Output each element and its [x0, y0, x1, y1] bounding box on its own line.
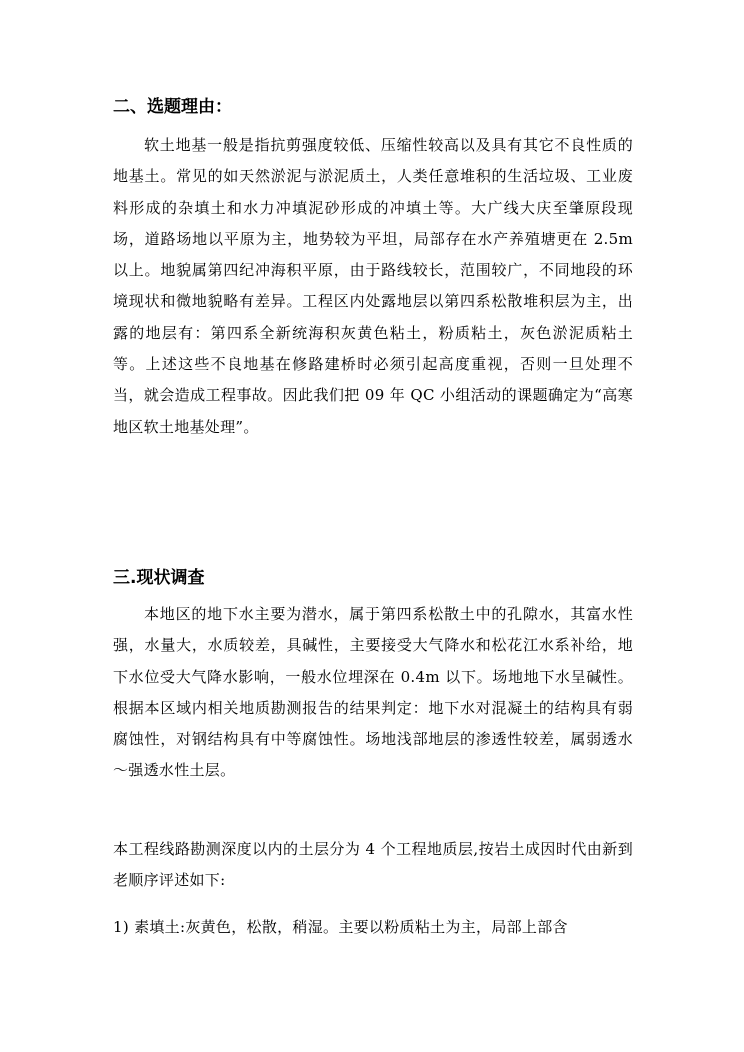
- paragraph-soil-layers-intro: 本工程线路勘测深度以内的土层分为 4 个工程地质层,按岩土成因时代由新到老顺序评述如下:: [113, 840, 633, 890]
- section-heading-topic-reason: 二、选题理由：: [113, 97, 232, 117]
- paragraph-fill-soil: 1) 素填土:灰黄色，松散，稍湿。主要以粉质粘土为主，局部上部含: [113, 918, 568, 936]
- section-heading-status-survey: 三.现状调查: [113, 568, 205, 588]
- paragraph-groundwater: 本地区的地下水主要为潜水，属于第四系松散土中的孔隙水，其富水性强，水量大，水质较差，具碱性，主要接受大气降水和松花江水系补给，地下水位受大气降水影响，一般水位埋深在 0.4m 以下。场地地下水呈碱性。根据本区域内相关地质勘测报告的结果判定：地下水对混凝土的结构具有弱腐蚀性，对钢结构具有中等腐蚀性。场地浅部地层的渗透性较差，属弱透水～强透水性土层。: [113, 605, 633, 780]
- paragraph-topic-reason: 软土地基一般是指抗剪强度较低、压缩性较高以及具有其它不良性质的地基土。常见的如天然淤泥与淤泥质土，人类任意堆积的生活垃圾、工业废料形成的杂填土和水力冲填泥砂形成的冲填土等。大广线大庆至肇原段现场，道路场地以平原为主，地势较为平坦，局部存在水产养殖塘更在 2.5m 以上。地貌属第四纪冲海积平原，由于路线较长，范围较广，不同地段的环境现状和微地貌略有差异。工程区内处露地层以第四系松散堆积层为主，出露的地层有：第四系全新统海积灰黄色粘土，粉质粘土，灰色淤泥质粘土等。上述这些不良地基在修路建桥时必须引起高度重视，否则一旦处理不当，就会造成工程事故。因此我们把 09 年 QC 小组活动的课题确定为“高寒地区软土地基处理”。: [113, 136, 633, 436]
